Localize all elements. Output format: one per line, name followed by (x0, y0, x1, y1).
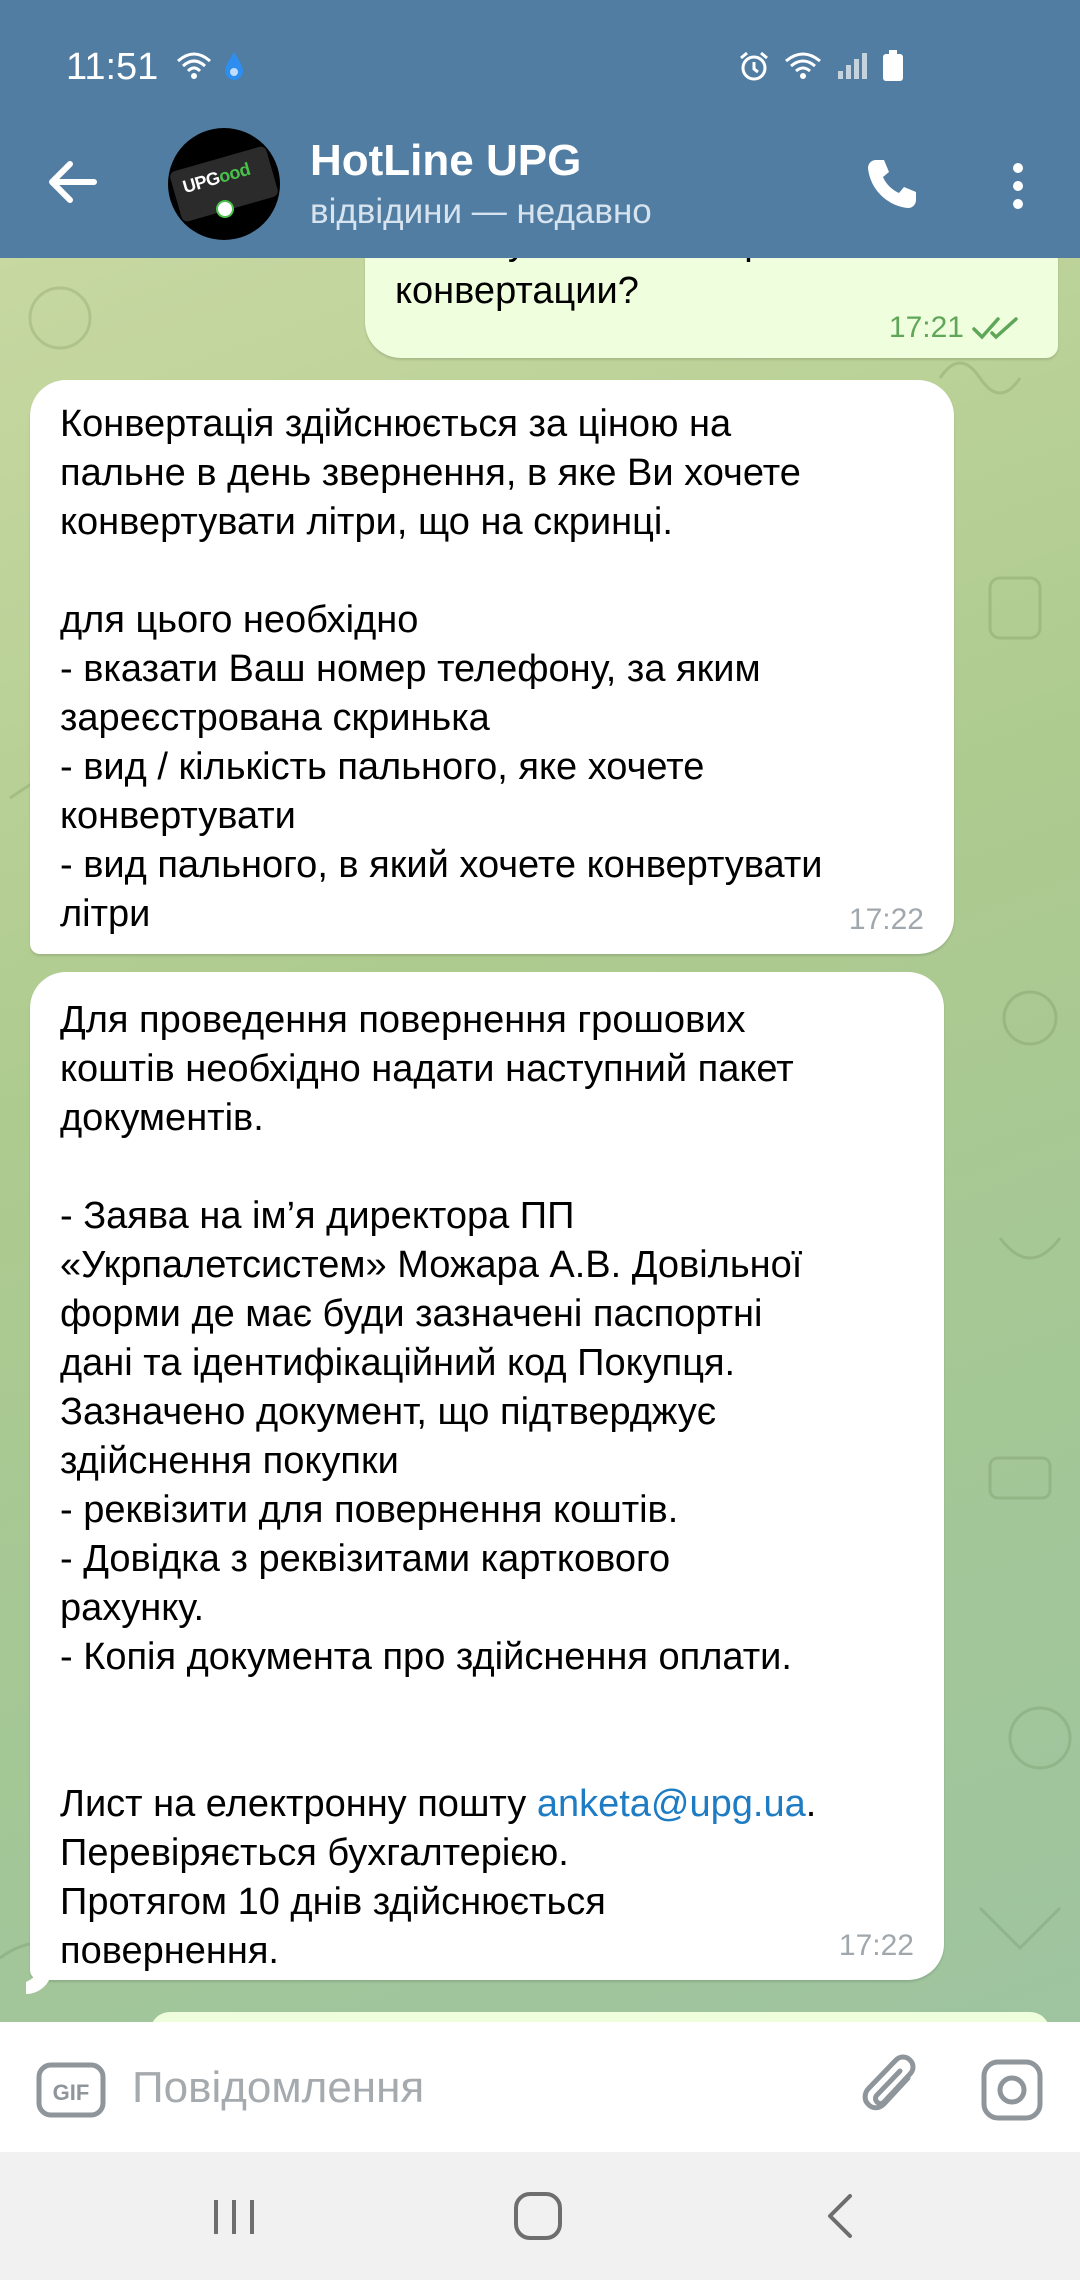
alarm-icon (738, 50, 770, 82)
status-right-icons (738, 50, 904, 82)
camera-icon[interactable] (980, 2058, 1044, 2122)
message-text-part: . Перевіряється бухгалтерією. Протягом 10 днів здійснюється повернення. (60, 1783, 817, 1972)
chat-status: відвідини — недавно (310, 192, 652, 231)
message-text (60, 996, 940, 1976)
status-time: 11:51 (66, 46, 159, 88)
chat-avatar[interactable] (168, 128, 280, 240)
message-text: конвертации? (395, 270, 639, 312)
double-check-icon (972, 315, 1022, 341)
recent-apps-icon[interactable] (210, 2192, 260, 2242)
paperclip-icon[interactable] (862, 2054, 924, 2124)
message-time: 17:22 (838, 1929, 914, 1962)
message-time: 17:21 (888, 311, 964, 344)
chat-messages-area[interactable] (0, 258, 1080, 2022)
email-link[interactable]: anketa@upg.ua (536, 1783, 806, 1825)
message-text: Конвертація здійснюється за ціною на пальне в день звернення, в яке Ви хочете конвертувати літри, що на скринці. для цього необхідно - вказати Ваш номер телефону, за яким зареєстрована скринька - вид / кількість пального, яке хочете конвертувати - вид пального, в який хочете конвертувати літри (60, 403, 823, 935)
app-header (0, 0, 1080, 258)
incoming-message[interactable] (30, 380, 954, 954)
avatar-logo: UPGood (180, 158, 253, 198)
chat-title[interactable]: HotLine UPG (310, 136, 582, 185)
message-composer (0, 2022, 1080, 2152)
system-navigation-bar (0, 2152, 1080, 2280)
drop-icon (222, 50, 246, 82)
phone-icon[interactable] (862, 154, 922, 214)
more-vertical-icon[interactable] (1000, 156, 1036, 216)
battery-icon (882, 50, 904, 82)
message-input[interactable] (132, 2058, 792, 2118)
wifi-icon (176, 51, 212, 81)
gif-icon[interactable] (36, 2062, 106, 2118)
status-left-icons (176, 50, 246, 82)
back-arrow-icon[interactable] (40, 150, 104, 214)
home-icon[interactable] (512, 2190, 564, 2242)
message-text-part: Для проведення повернення грошових коштів необхідно надати наступний пакет документів. - Заява на ім’я директора ПП «Укрпалетсистем» Можара А.В. Довільної форми де має буди зазначені паспортні дані та ідентифікаційний код Покупця. Зазначено документ, що підтверджує здійснення покупки - реквізити для повернення коштів. - Довідка з реквізитами карткового рахунку. - Копія документа про здійснення оплати. Лист на електронну пошту (60, 999, 803, 1825)
signal-icon (836, 51, 868, 81)
message-meta (889, 303, 1022, 352)
incoming-message[interactable] (30, 972, 944, 1980)
message-time: 17:22 (848, 903, 924, 936)
wifi-status-icon (784, 51, 822, 81)
svg-text:GIF: GIF (52, 2080, 90, 2105)
nav-back-icon[interactable] (820, 2190, 860, 2242)
